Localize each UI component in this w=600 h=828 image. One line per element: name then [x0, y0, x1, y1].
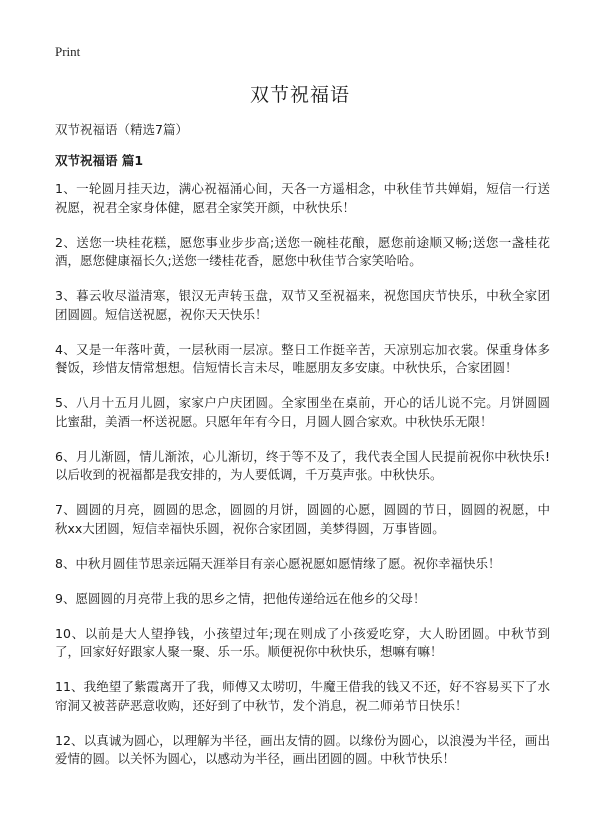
greeting-item-12: 12、以真诚为圆心，以理解为半径，画出友情的圆。以缘份为圆心，以浪漫为半径，画出爱情的圆。以关怀为圆心，以感动为半径，画出团圆的圆。中秋节快乐！	[55, 732, 550, 766]
greeting-item-1: 1、一轮圆月挂天边，满心祝福涌心间，天各一方遥相念，中秋佳节共婵娟，短信一行送祝愿，祝君全家身体健，愿君全家笑开颜，中秋快乐！	[55, 181, 550, 215]
greeting-item-5: 5、八月十五月儿圆，家家户户庆团圆。全家围坐在桌前，开心的话儿说不完。月饼圆圆比蜜甜，美酒一杯送祝愿。只愿年年有今日，月圆人圆合家欢。中秋快乐无限！	[55, 395, 550, 429]
print-link[interactable]: Print	[55, 44, 81, 59]
greeting-item-11: 11、我绝望了紫霞离开了我，师傅又太唠叨，牛魔王借我的钱又不还，好不容易买下了水帘洞又被菩萨恶意收购，还好到了中秋节，发个消息，祝二师弟节日快乐！	[55, 679, 550, 713]
greeting-item-6: 6、月儿渐圆，情儿渐浓，心儿渐切，终于等不及了，我代表全国人民提前祝你中秋快乐!以后收到的祝福都是我安排的，为人要低调，千万莫声张。中秋快乐。	[55, 448, 550, 482]
greetings-list	[55, 180, 550, 785]
greeting-item-8: 8、中秋月圆佳节思亲远隔天涯举目有亲心愿祝愿如愿情缘了愿。祝你幸福快乐！	[55, 555, 501, 571]
greeting-item-10: 10、以前是大人望挣钱，小孩望过年;现在则成了小孩爱吃穿，大人盼团圆。中秋节到了，回家好好跟家人聚一聚、乐一乐。顺便祝你中秋快乐，想嘛有嘛！	[55, 625, 550, 659]
greeting-item-4: 4、又是一年落叶黄，一层秋雨一层凉。整日工作挺辛苦，天凉别忘加衣裳。保重身体多餐饭，珍惜友情常想想。信短情长言未尽，唯愿朋友多安康。中秋快乐，合家团圆！	[55, 341, 550, 375]
greeting-item-7: 7、圆圆的月亮，圆圆的思念，圆圆的月饼，圆圆的心愿，圆圆的节日，圆圆的祝愿，中秋xx大团圆，短信幸福快乐圆，祝你合家团圆，美梦得圆，万事皆圆。	[55, 502, 550, 536]
greeting-item-9: 9、愿圆圆的月亮带上我的思乡之情，把他传递给远在他乡的父母！	[55, 590, 426, 606]
greeting-item-3: 3、暮云收尽溢清寒，银汉无声转玉盘，双节又至祝福来，祝您国庆节快乐，中秋全家团团圆圆。短信送祝愿，祝你天天快乐！	[55, 288, 550, 322]
section-heading: 双节祝福语 篇1	[55, 153, 144, 168]
greeting-item-2: 2、送您一块桂花糕，愿您事业步步高;送您一碗桂花酿，愿您前途顺又畅;送您一盏桂花酒，愿您健康福长久;送您一缕桂花香，愿您中秋佳节合家笑哈哈。	[55, 234, 550, 268]
document-subtitle: 双节祝福语（精选7篇）	[55, 122, 188, 137]
page-title: 双节祝福语	[249, 84, 350, 106]
